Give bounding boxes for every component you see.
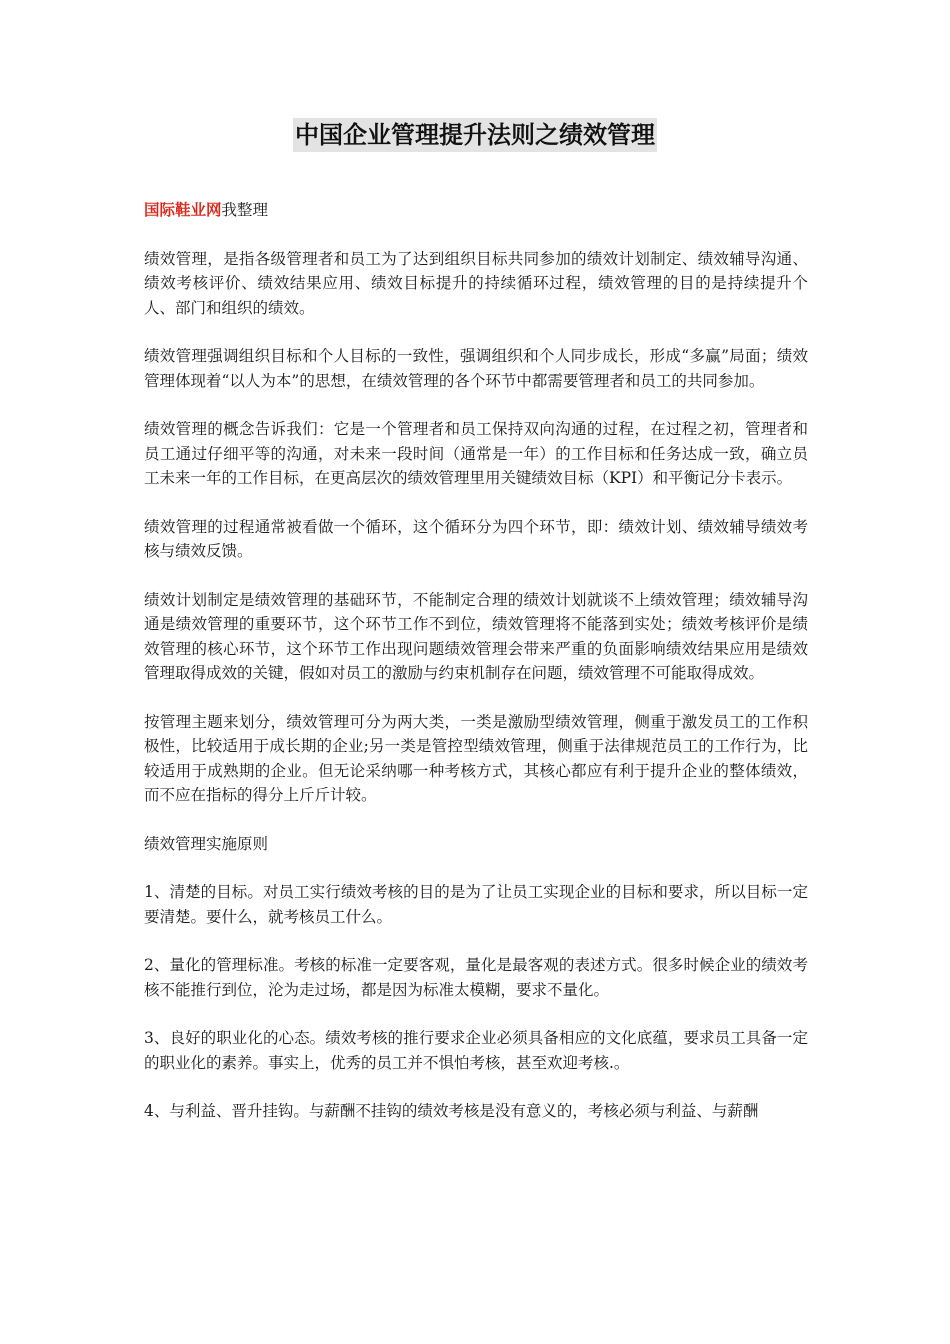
principle-item: 3、良好的职业化的心态。绩效考核的推行要求企业必须具备相应的文化底蕴，要求员工具备一定的职业化的素养。事实上，优秀的员工并不惧怕考核，甚至欢迎考核.。	[144, 1029, 808, 1072]
document-title: 中国企业管理提升法则之绩效管理	[293, 118, 657, 152]
paragraph-consistency: 绩效管理强调组织目标和个人目标的一致性，强调组织和个人同步成长，形成“多赢”局面；绩效管理体现着“以人为本”的思想，在绩效管理的各个环节中都需要管理者和员工的共同参加。	[144, 347, 808, 390]
document-body	[144, 198, 808, 1148]
section-heading-principles: 绩效管理实施原则	[144, 834, 269, 853]
title-wrapper	[0, 118, 950, 152]
principle-item: 2、量化的管理标准。考核的标准一定要客观，量化是最客观的表述方式。很多时候企业的绩效考核不能推行到位，沦为走过场，都是因为标准太模糊，要求不量化。	[144, 956, 808, 999]
paragraph-definition: 绩效管理，是指各级管理者和员工为了达到组织目标共同参加的绩效计划制定、绩效辅导沟通、绩效考核评价、绩效结果应用、绩效目标提升的持续循环过程，绩效管理的目的是持续提升个人、部门和组织的绩效。	[144, 249, 808, 317]
source-line	[144, 198, 808, 223]
paragraph-stages: 绩效计划制定是绩效管理的基础环节，不能制定合理的绩效计划就谈不上绩效管理；绩效辅导沟通是绩效管理的重要环节，这个环节工作不到位，绩效管理将不能落到实处；绩效考核评价是绩效管理的核心环节，这个环节工作出现问题绩效管理会带来严重的负面影响绩效结果应用是绩效管理取得成效的关键，假如对员工的激励与约束机制存在问题，绩效管理不可能取得成效。	[144, 590, 808, 682]
paragraph-concept: 绩效管理的概念告诉我们：它是一个管理者和员工保持双向沟通的过程，在过程之初，管理者和员工通过仔细平等的沟通，对未来一段时间（通常是一年）的工作目标和任务达成一致，确立员工未来一年的工作目标，在更高层次的绩效管理里用关键绩效目标（KPI）和平衡记分卡表示。	[144, 420, 808, 487]
source-link[interactable]: 国际鞋业网	[144, 201, 222, 219]
principle-item: 4、与利益、晋升挂钩。与薪酬不挂钩的绩效考核是没有意义的，考核必须与利益、与薪酬	[144, 1102, 759, 1120]
principle-item: 1、清楚的目标。对员工实行绩效考核的目的是为了让员工实现企业的目标和要求，所以目标一定要清楚。要什么，就考核员工什么。	[144, 883, 808, 926]
paragraph-types: 按管理主题来划分，绩效管理可分为两大类，一类是激励型绩效管理，侧重于激发员工的工作积极性，比较适用于成长期的企业;另一类是管控型绩效管理，侧重于法律规范员工的工作行为，比较适用于成熟期的企业。但无论采纳哪一种考核方式，其核心都应有利于提升企业的整体绩效，而不应在指标的得分上斤斤计较。	[144, 712, 808, 804]
source-suffix: 我整理	[221, 201, 269, 219]
paragraph-cycle: 绩效管理的过程通常被看做一个循环，这个循环分为四个环节，即：绩效计划、绩效辅导绩效考核与绩效反馈。	[144, 517, 808, 560]
